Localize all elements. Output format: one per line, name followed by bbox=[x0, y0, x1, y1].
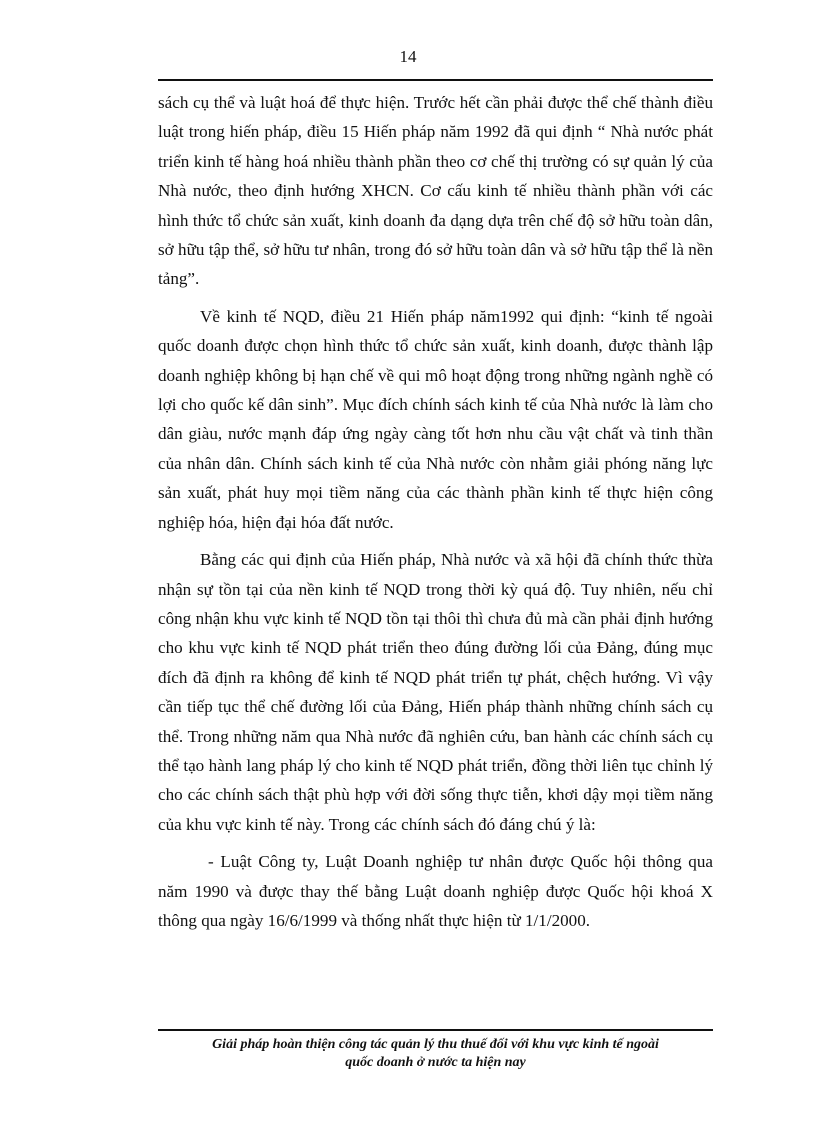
paragraph-constitution-article-15: sách cụ thể và luật hoá để thực hiện. Trước hết cần phải được thể chế thành điều luật trong hiến pháp, điều 15 Hiến pháp năm 1992 đã qui định “ Nhà nước phát triển kinh tế hàng hoá nhiều thành phần theo cơ chế thị trường có sự quản lý của Nhà nước, theo định hướng XHCN. Cơ cấu kinh tế nhiều thành phần với các hình thức tổ chức sản xuất, kinh doanh đa dạng dựa trên chế độ sở hữu toàn dân, sở hữu tập thể, sở hữu tư nhân, trong đó sở hữu toàn dân và sở hữu tập thể là nền tảng”. bbox=[158, 93, 713, 289]
header-divider bbox=[158, 79, 713, 81]
body-text bbox=[158, 88, 713, 943]
footer-divider bbox=[158, 1029, 713, 1031]
page-number: 14 bbox=[399, 47, 417, 66]
footer-title-line-2: quốc doanh ở nước ta hiện nay bbox=[345, 1055, 526, 1070]
footer-title bbox=[158, 1036, 713, 1072]
paragraph-constitution-article-21: Về kinh tế NQD, điều 21 Hiến pháp năm1992 qui định: “kinh tế ngoài quốc doanh được chọn hình thức tổ chức sản xuất, kinh doanh, được thành lập doanh nghiệp không bị hạn chế về qui mô hoạt động trong những ngành nghề có lợi cho quốc kế dân sinh”. Mục đích chính sách kinh tế của Nhà nước là làm cho dân giàu, nước mạnh đáp ứng ngày càng tốt hơn nhu cầu vật chất và tinh thần của nhân dân. Chính sách kinh tế của Nhà nước còn nhằm giải phóng năng lực sản xuất, phát huy mọi tiềm năng của các thành phần kinh tế thực hiện công nghiệp hóa, hiện đại hóa đất nước. bbox=[158, 306, 713, 532]
footer-title-line-1: Giải pháp hoàn thiện công tác quản lý thu thuế đối với khu vực kinh tế ngoài bbox=[212, 1037, 659, 1052]
list-item-enterprise-law: - Luật Công ty, Luật Doanh nghiệp tư nhân được Quốc hội thông qua năm 1990 và được thay thế bằng Luật doanh nghiệp được Quốc hội khoá X thông qua ngày 16/6/1999 và thống nhất thực hiện từ 1/1/2000. bbox=[158, 852, 713, 930]
paragraph-policy-institutionalization: Bằng các qui định của Hiến pháp, Nhà nước và xã hội đã chính thức thừa nhận sự tồn tại của nền kinh tế NQD trong thời kỳ quá độ. Tuy nhiên, nếu chỉ công nhận khu vực kinh tế NQD tồn tại thôi thì chưa đủ mà cần phải định hướng cho khu vực kinh tế NQD phát triển theo đúng đường lối của Đảng, đúng mục đích đã định ra không để kinh tế NQD phát triển tự phát, chệch hướng. Vì vậy cần tiếp tục thể chế đường lối của Đảng, Hiến pháp thành những chính sách cụ thể. Trong những năm qua Nhà nước đã nghiên cứu, ban hành các chính sách cụ thể tạo hành lang pháp lý cho kinh tế NQD phát triển, đồng thời liên tục chỉnh lý cho các chính sách thật phù hợp với đời sống thực tiễn, khơi dậy mọi tiềm năng của khu vực kinh tế này. Trong các chính sách đó đáng chú ý là: bbox=[158, 550, 713, 834]
